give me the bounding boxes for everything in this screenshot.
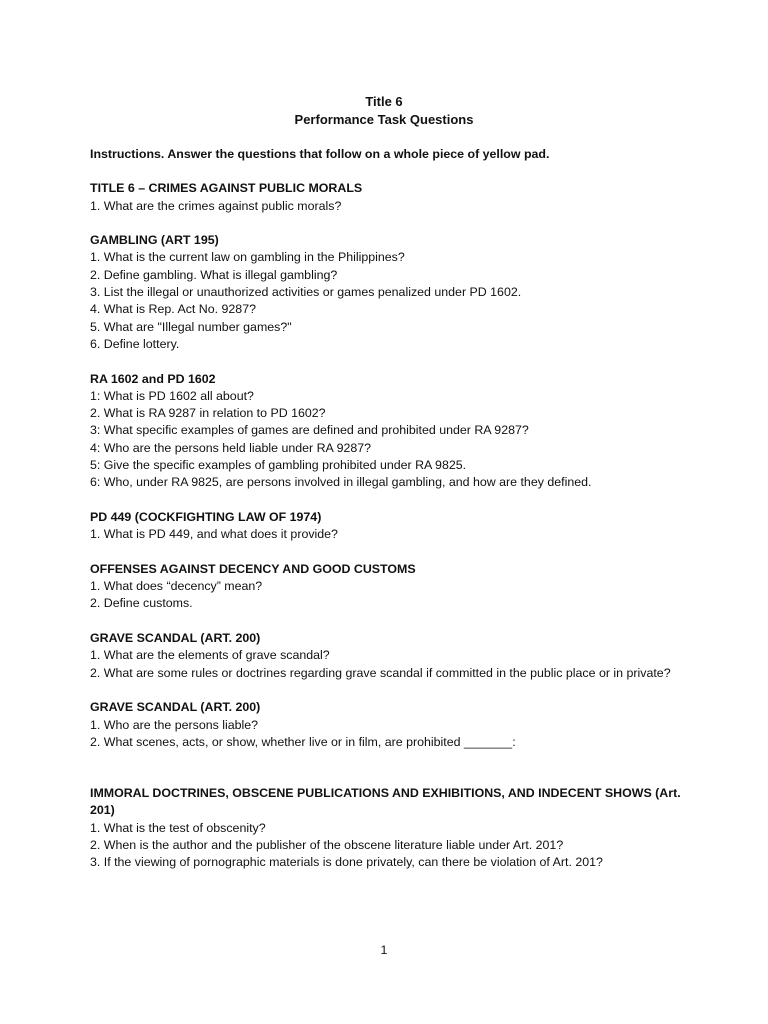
section-heading: OFFENSES AGAINST DECENCY AND GOOD CUSTOMS — [90, 561, 416, 576]
question: 1. What is the current law on gambling in the Philippines? — [90, 250, 405, 265]
page-number: 1 — [380, 943, 388, 957]
question: 2. What is RA 9287 in relation to PD 1602? — [90, 406, 326, 421]
section-crimes-against-public-morals — [90, 180, 690, 215]
document-title: Title 6 — [365, 94, 403, 109]
question: 1. What is PD 449, and what does it provide? — [90, 527, 338, 542]
question: 2. Define customs. — [90, 596, 193, 611]
section-grave-scandal-persons-liable — [90, 699, 690, 751]
question: 4. What is Rep. Act No. 9287? — [90, 302, 256, 317]
question: 1: What is PD 1602 all about? — [90, 388, 254, 403]
question: 2. Define gambling. What is illegal gambling? — [90, 267, 338, 282]
question: 4: Who are the persons held liable under RA 9287? — [90, 440, 372, 455]
section-grave-scandal — [90, 630, 690, 682]
question: 6: Who, under RA 9825, are persons involved in illegal gambling, and how are they defined. — [90, 475, 592, 490]
section-heading: TITLE 6 – CRIMES AGAINST PUBLIC MORALS — [90, 181, 363, 196]
question: 1. What are the elements of grave scandal? — [90, 648, 330, 663]
section-heading: RA 1602 and PD 1602 — [90, 371, 216, 386]
question: 1. What is the test of obscenity? — [90, 820, 266, 835]
section-pd-449 — [90, 509, 690, 544]
question: 1. What are the crimes against public morals? — [90, 198, 342, 213]
document-subtitle: Performance Task Questions — [294, 112, 474, 127]
question: 6. Define lottery. — [90, 336, 180, 351]
question: 1. Who are the persons liable? — [90, 717, 259, 732]
section-offenses-against-decency — [90, 561, 690, 613]
section-immoral-doctrines — [90, 785, 690, 871]
question: 3. If the viewing of pornographic materials is done privately, can there be violation of Art. 201? — [90, 855, 603, 870]
section-heading: IMMORAL DOCTRINES, OBSCENE PUBLICATIONS AND EXHIBITIONS, AND INDECENT SHOWS (Art. 201) — [90, 786, 681, 818]
question: 2. When is the author and the publisher of the obscene literature liable under Art. 201? — [90, 837, 564, 852]
section-gambling — [90, 232, 690, 353]
instructions: Instructions. Answer the questions that follow on a whole piece of yellow pad. — [90, 147, 550, 161]
question: 2. What are some rules or doctrines regarding grave scandal if committed in the public place or in private? — [90, 665, 671, 680]
section-ra-1602-pd-1602 — [90, 371, 690, 492]
section-heading: GAMBLING (ART 195) — [90, 233, 219, 248]
question: 5. What are "Illegal number games?" — [90, 319, 292, 334]
question: 5: Give the specific examples of gambling prohibited under RA 9825. — [90, 458, 467, 473]
document-body — [90, 146, 690, 889]
question: 3: What specific examples of games are defined and prohibited under RA 9287? — [90, 423, 529, 438]
section-heading: PD 449 (COCKFIGHTING LAW OF 1974) — [90, 509, 322, 524]
question: 2. What scenes, acts, or show, whether live or in film, are prohibited _______: — [90, 734, 516, 749]
section-heading: GRAVE SCANDAL (ART. 200) — [90, 700, 261, 715]
title-block — [0, 93, 768, 129]
question: 1. What does “decency” mean? — [90, 579, 263, 594]
section-heading: GRAVE SCANDAL (ART. 200) — [90, 631, 261, 646]
question: 3. List the illegal or unauthorized activities or games penalized under PD 1602. — [90, 285, 522, 300]
